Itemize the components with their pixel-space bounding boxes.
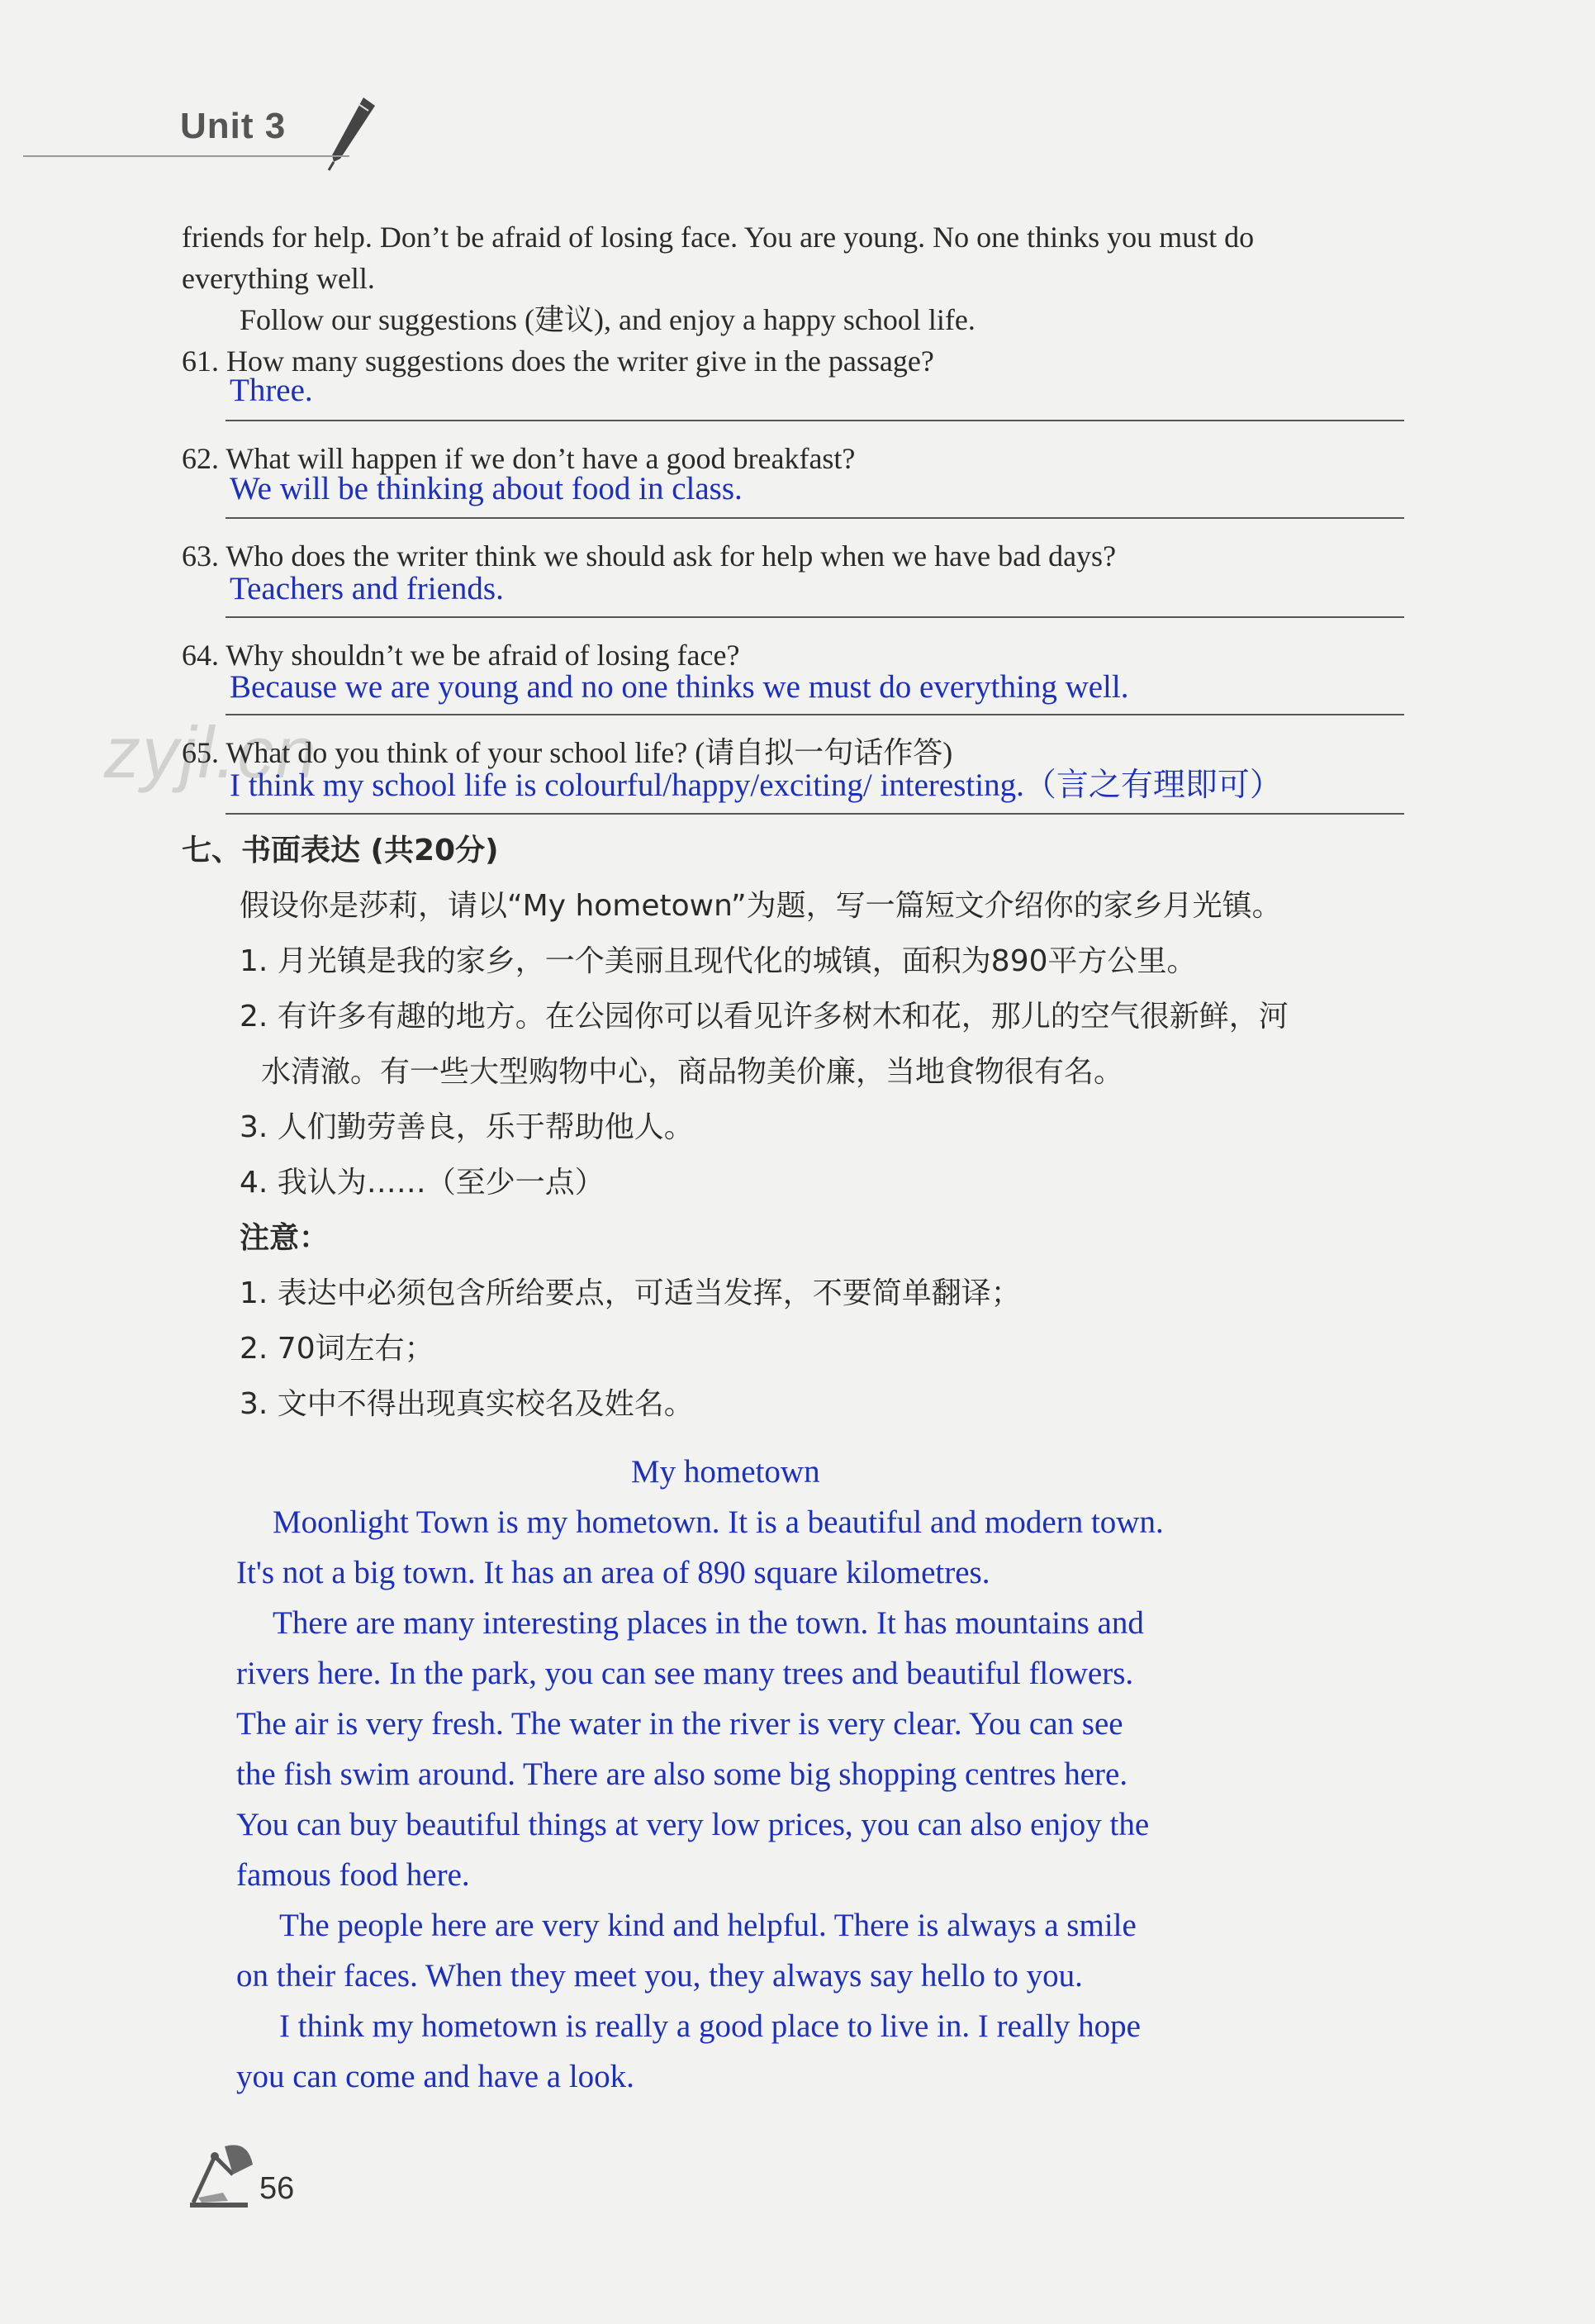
essay-line: There are many interesting places in the town. It has mountains and [273, 1605, 1144, 1641]
pen-icon [304, 91, 387, 173]
essay-title: My hometown [631, 1454, 820, 1490]
answer-65: I think my school life is colourful/happy/exciting/ interesting.（言之有理即可） [230, 768, 1282, 803]
note-item: 3. 文中不得出现真实校名及姓名。 [240, 1387, 694, 1421]
lamp-icon [182, 2132, 260, 2214]
page-footer [182, 2132, 430, 2231]
essay-line: It's not a big town. It has an area of 890 square kilometres. [236, 1555, 990, 1590]
unit-title: Unit 3 [180, 106, 287, 146]
writing-point: 3. 人们勤劳善良，乐于帮助他人。 [240, 1110, 694, 1144]
answer-line [225, 616, 1404, 618]
page-header [23, 99, 1593, 165]
answer-line [225, 517, 1404, 519]
essay-line: The people here are very kind and helpful. There is always a smile [279, 1908, 1137, 1943]
essay-line: the fish swim around. There are also some big shopping centres here. [236, 1756, 1128, 1792]
question-65: 65. What do you think of your school life? (请自拟一句话作答) [182, 736, 953, 769]
answer-64: Because we are young and no one thinks we must do everything well. [230, 669, 1129, 705]
essay-line: you can come and have a look. [236, 2059, 634, 2094]
essay-line: I think my hometown is really a good place to live in. I really hope [279, 2008, 1141, 2044]
writing-prompt: 假设你是莎莉，请以“My hometown”为题，写一篇短文介绍你的家乡月光镇。 [240, 889, 1282, 923]
passage-line-1: friends for help. Don’t be afraid of losing face. You are young. No one thinks you must do [182, 221, 1255, 254]
writing-point: 水清澈。有一些大型购物中心，商品物美价廉，当地食物很有名。 [261, 1055, 1124, 1089]
essay-line: rivers here. In the park, you can see many trees and beautiful flowers. [236, 1656, 1134, 1691]
essay-line: Moonlight Town is my hometown. It is a beautiful and modern town. [273, 1504, 1164, 1540]
writing-point: 2. 有许多有趣的地方。在公园你可以看见许多树木和花，那儿的空气很新鲜，河 [240, 1000, 1289, 1034]
answer-line [225, 813, 1404, 815]
question-64: 64. Why shouldn’t we be afraid of losing face? [182, 639, 740, 672]
page-number: 56 [259, 2171, 295, 2206]
header-rule [23, 155, 349, 157]
answer-63: Teachers and friends. [230, 571, 504, 606]
answer-61: Three. [230, 373, 313, 408]
note-item: 1. 表达中必须包含所给要点，可适当发挥，不要简单翻译； [240, 1276, 1021, 1310]
essay-line: You can buy beautiful things at very low prices, you can also enjoy the [236, 1807, 1150, 1842]
note-title: 注意： [240, 1221, 330, 1255]
answer-62: We will be thinking about food in class. [230, 471, 743, 506]
question-63: 63. Who does the writer think we should ask for help when we have bad days? [182, 539, 1117, 573]
answer-line [225, 714, 1404, 715]
writing-point: 1. 月光镇是我的家乡，一个美丽且现代化的城镇，面积为890平方公里。 [240, 944, 1197, 978]
section-heading: 七、书面表达 (共20分) [182, 834, 499, 867]
question-61: 61. How many suggestions does the writer give in the passage? [182, 345, 934, 378]
answer-line [225, 420, 1404, 421]
essay-line: on their faces. When they meet you, they always say hello to you. [236, 1958, 1083, 1994]
essay-line: famous food here. [236, 1857, 470, 1893]
question-62: 62. What will happen if we don’t have a good breakfast? [182, 442, 856, 475]
watermark: zyjl.cn [104, 711, 318, 793]
passage-line-3: Follow our suggestions (建议), and enjoy a happy school life. [240, 303, 976, 336]
passage-line-2: everything well. [182, 262, 375, 295]
writing-point: 4. 我认为……（至少一点） [240, 1166, 605, 1200]
essay-line: The air is very fresh. The water in the river is very clear. You can see [236, 1706, 1123, 1742]
note-item: 2. 70词左右； [240, 1332, 434, 1366]
